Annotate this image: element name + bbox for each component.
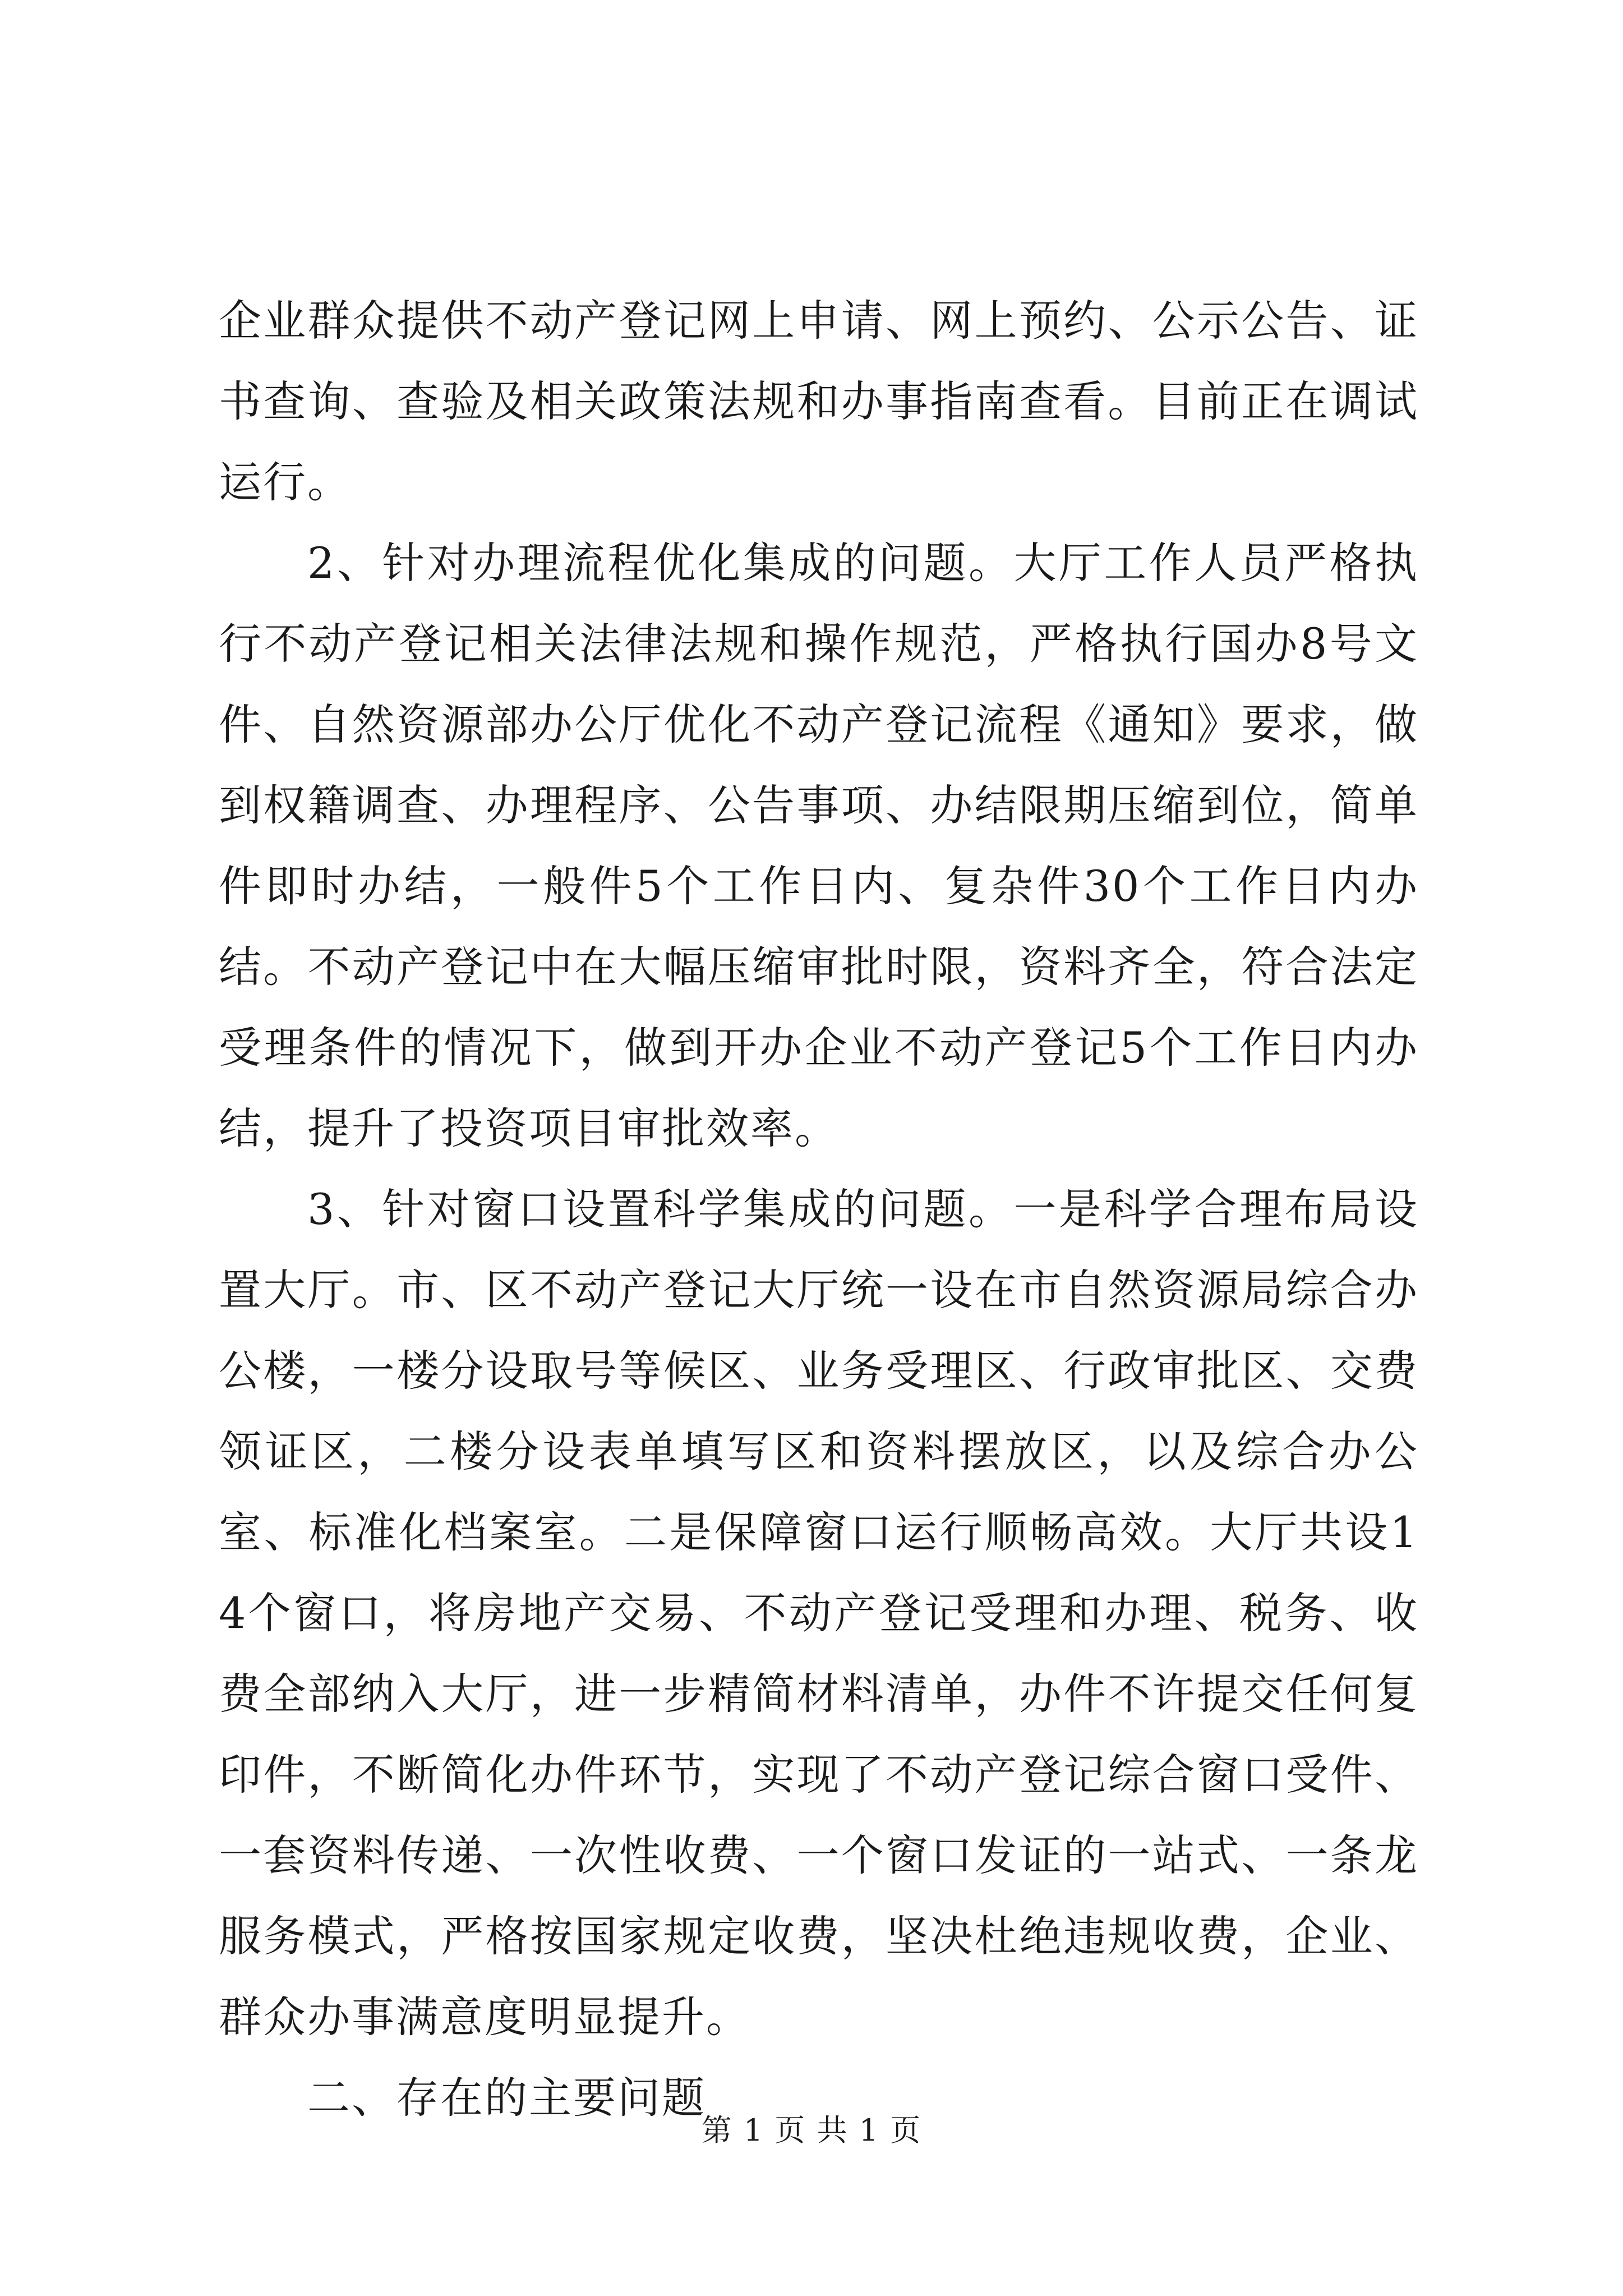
page-footer: 第 1 页 共 1 页 xyxy=(701,2113,922,2148)
section-heading-main-problems: 二、存在的主要问题 xyxy=(307,2073,706,2123)
paragraph-continuation: 企业群众提供不动产登记网上申请、网上预约、公示公告、证书查询、查验及相关政策法规和办事指南查看。目前正在调试运行。 xyxy=(219,296,1419,507)
paragraph-window-setup: 3、针对窗口设置科学集成的问题。一是科学合理布局设置大厅。市、区不动产登记大厅统一设在市自然资源局综合办公楼，一楼分设取号等候区、业务受理区、行政审批区、交费领证区，二楼分设表单填写区和资料摆放区，以及综合办公室、标准化档案室。二是保障窗口运行顺畅高效。大厅共设14个窗口，将房地产交易、不动产登记受理和办理、税务、收费全部纳入大厅，进一步精简材料清单，办件不许提交任何复印件，不断简化办件环节，实现了不动产登记综合窗口受件、一套资料传递、一次性收费、一个窗口发证的一站式、一条龙服务模式，严格按国家规定收费，坚决杜绝违规收费，企业、群众办事满意度明显提升。 xyxy=(219,1184,1419,2042)
paragraph-workflow-integration: 2、针对办理流程优化集成的问题。大厅工作人员严格执行不动产登记相关法律法规和操作规范，严格执行国办8号文件、自然资源部办公厅优化不动产登记流程《通知》要求，做到权籍调查、办理程序、公告事项、办结限期压缩到位，简单件即时办结，一般件5个工作日内、复杂件30个工作日内办结。不动产登记中在大幅压缩审批时限，资料齐全，符合法定受理条件的情况下，做到开办企业不动产登记5个工作日内办结，提升了投资项目审批效率。 xyxy=(219,538,1419,1153)
document-body xyxy=(219,280,1419,2138)
